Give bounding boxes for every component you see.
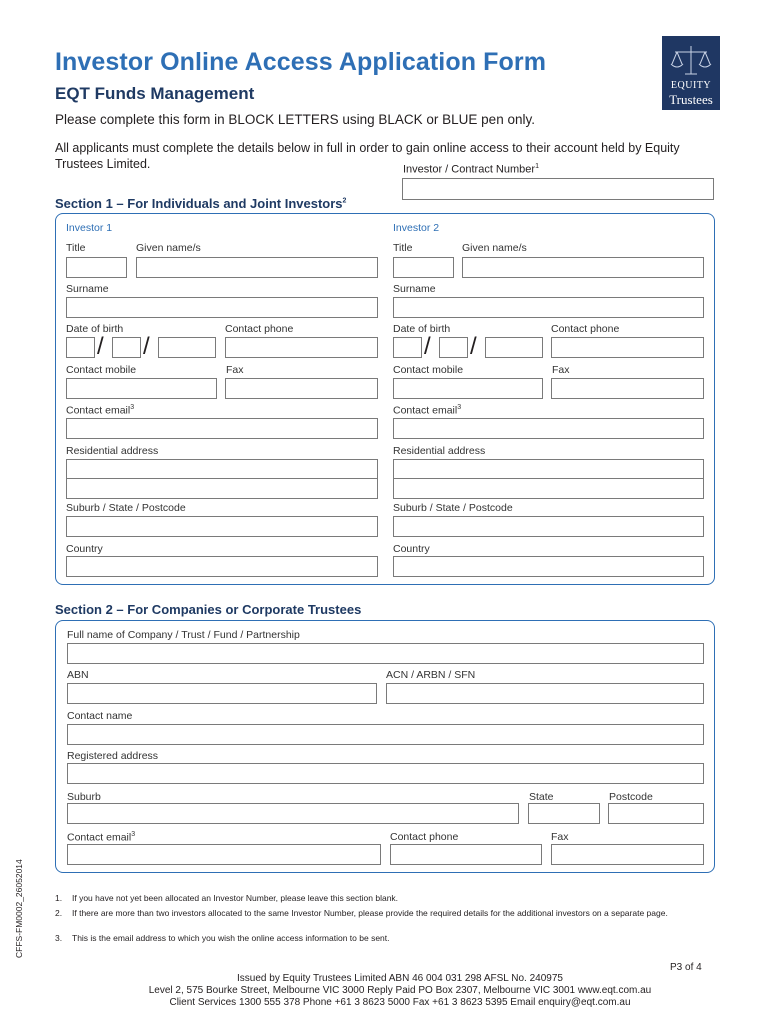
footnote-text: If there are more than two investors allocated to the same Investor Number, please provide the required details for the additional investors on a separate page. xyxy=(72,908,668,918)
page-title: Investor Online Access Application Form xyxy=(55,48,547,76)
inv2-surname-label: Surname xyxy=(393,283,436,295)
acn-field[interactable] xyxy=(386,683,704,704)
intro-text: All applicants must complete the details below in full in order to gain online access to their account held by Equity Trustees Limited. xyxy=(55,141,680,171)
inv2-given-field[interactable] xyxy=(462,257,704,278)
postcode-label: Postcode xyxy=(609,791,653,803)
investor-1-heading: Investor 1 xyxy=(66,222,113,234)
state-label: State xyxy=(529,791,554,803)
inv2-phone-field[interactable] xyxy=(551,337,704,358)
state-field[interactable] xyxy=(528,803,600,824)
section-1-heading: Section 1 – For Individuals and Joint Investors$^2$ xyxy=(55,196,347,211)
investor-number-label: Investor / Contract Number$^1$ xyxy=(403,163,539,176)
inv1-dob-slash: / xyxy=(143,333,150,360)
abn-field[interactable] xyxy=(67,683,377,704)
inv1-surname-field[interactable] xyxy=(66,297,378,318)
footnote-text: If you have not yet been allocated an Investor Number, please leave this section blank. xyxy=(72,893,399,903)
inv2-address-label: Residential address xyxy=(393,445,486,457)
inv2-title-field[interactable] xyxy=(393,257,454,278)
suburb-field[interactable] xyxy=(67,803,519,824)
inv1-address-label: Residential address xyxy=(66,445,159,457)
logo-line-1: EQUITY xyxy=(670,80,712,91)
scales-of-justice-icon xyxy=(662,40,720,82)
section-2-heading: Section 2 – For Companies or Corporate Trustees xyxy=(55,602,362,617)
inv1-dob-slash: / xyxy=(97,333,104,360)
inv2-fax-label: Fax xyxy=(552,364,570,376)
inv1-mobile-field[interactable] xyxy=(66,378,217,399)
inv1-email-field[interactable] xyxy=(66,418,378,439)
inv2-suburb-label: Suburb / State / Postcode xyxy=(393,502,513,514)
inv1-phone-field[interactable] xyxy=(225,337,378,358)
inv1-fax-label: Fax xyxy=(226,364,244,376)
inv1-phone-label: Contact phone xyxy=(225,323,294,335)
footnote-number: 1. xyxy=(55,893,63,903)
company-fax-label: Fax xyxy=(551,831,569,843)
inv1-fax-field[interactable] xyxy=(225,378,378,399)
inv1-dob-label: Date of birth xyxy=(66,323,124,335)
inv1-country-label: Country xyxy=(66,543,103,555)
inv2-email-label: Contact email$^3$ xyxy=(393,404,462,417)
inv1-given-field[interactable] xyxy=(136,257,378,278)
inv2-address-line2-field[interactable] xyxy=(393,478,704,499)
inv2-suburb-field[interactable] xyxy=(393,516,704,537)
inv1-surname-label: Surname xyxy=(66,283,109,295)
inv1-dob-month-field[interactable] xyxy=(112,337,141,358)
inv1-dob-day-field[interactable] xyxy=(66,337,95,358)
inv2-dob-day-field[interactable] xyxy=(393,337,422,358)
contact-name-field[interactable] xyxy=(67,724,704,745)
footnote-number: 2. xyxy=(55,908,63,918)
inv2-dob-month-field[interactable] xyxy=(439,337,468,358)
logo-line-2: Trustees xyxy=(669,92,713,107)
suburb-label: Suburb xyxy=(67,791,101,803)
inv2-dob-year-field[interactable] xyxy=(485,337,543,358)
inv1-address-line2-field[interactable] xyxy=(66,478,378,499)
acn-label: ACN / ARBN / SFN xyxy=(386,669,476,681)
instruction-text: Please complete this form in BLOCK LETTERS using BLACK or BLUE pen only. xyxy=(55,112,535,127)
inv1-suburb-label: Suburb / State / Postcode xyxy=(66,502,186,514)
inv1-address-line1-field[interactable] xyxy=(66,459,378,480)
contact-name-label: Contact name xyxy=(67,710,133,722)
inv2-country-label: Country xyxy=(393,543,430,555)
inv1-given-label: Given name/s xyxy=(136,242,201,254)
postcode-field[interactable] xyxy=(608,803,704,824)
inv2-mobile-label: Contact mobile xyxy=(393,364,464,376)
inv1-title-field[interactable] xyxy=(66,257,127,278)
company-fax-field[interactable] xyxy=(551,844,704,865)
footer-line-2: Level 2, 575 Bourke Street, Melbourne VIC 3000 Reply Paid PO Box 2307, Melbourne VIC 3001 www.eqt.com.au xyxy=(148,985,652,996)
inv2-dob-label: Date of birth xyxy=(393,323,451,335)
company-email-label: Contact email$^3$ xyxy=(67,831,136,844)
inv1-suburb-field[interactable] xyxy=(66,516,378,537)
inv2-title-label: Title xyxy=(393,242,413,254)
investor-number-field[interactable] xyxy=(402,178,714,200)
inv2-dob-slash: / xyxy=(424,333,431,360)
inv1-dob-year-field[interactable] xyxy=(158,337,216,358)
inv1-email-label: Contact email$^3$ xyxy=(66,404,135,417)
inv1-title-label: Title xyxy=(66,242,86,254)
inv1-country-field[interactable] xyxy=(66,556,378,577)
inv2-mobile-field[interactable] xyxy=(393,378,543,399)
footnote-text: This is the email address to which you wish the online access information to be sent. xyxy=(72,933,390,943)
company-phone-field[interactable] xyxy=(390,844,542,865)
company-name-label: Full name of Company / Trust / Fund / Partnership xyxy=(67,629,300,641)
footnote-number: 3. xyxy=(55,933,63,943)
inv2-given-label: Given name/s xyxy=(462,242,527,254)
registered-address-label: Registered address xyxy=(67,750,159,762)
inv2-dob-slash: / xyxy=(470,333,477,360)
company-phone-label: Contact phone xyxy=(390,831,459,843)
inv2-email-field[interactable] xyxy=(393,418,704,439)
inv2-phone-label: Contact phone xyxy=(551,323,620,335)
page-subtitle: EQT Funds Management xyxy=(55,84,255,103)
abn-label: ABN xyxy=(67,669,89,681)
page-number: P3 of 4 xyxy=(670,962,702,973)
inv2-surname-field[interactable] xyxy=(393,297,704,318)
footer-line-1: Issued by Equity Trustees Limited ABN 46 004 031 298 AFSL No. 240975 xyxy=(237,973,563,984)
inv2-fax-field[interactable] xyxy=(551,378,704,399)
company-name-field[interactable] xyxy=(67,643,704,664)
footer-line-3: Client Services 1300 555 378 Phone +61 3 8623 5000 Fax +61 3 8623 5395 Email enquiry@eqt.com.au xyxy=(169,997,631,1008)
inv1-mobile-label: Contact mobile xyxy=(66,364,137,376)
investor-2-heading: Investor 2 xyxy=(393,222,440,234)
form-code: CFFS-FM0002_26052014 xyxy=(14,859,24,958)
inv2-address-line1-field[interactable] xyxy=(393,459,704,480)
inv2-country-field[interactable] xyxy=(393,556,704,577)
equity-trustees-logo xyxy=(662,36,720,110)
company-email-field[interactable] xyxy=(67,844,381,865)
registered-address-field[interactable] xyxy=(67,763,704,784)
